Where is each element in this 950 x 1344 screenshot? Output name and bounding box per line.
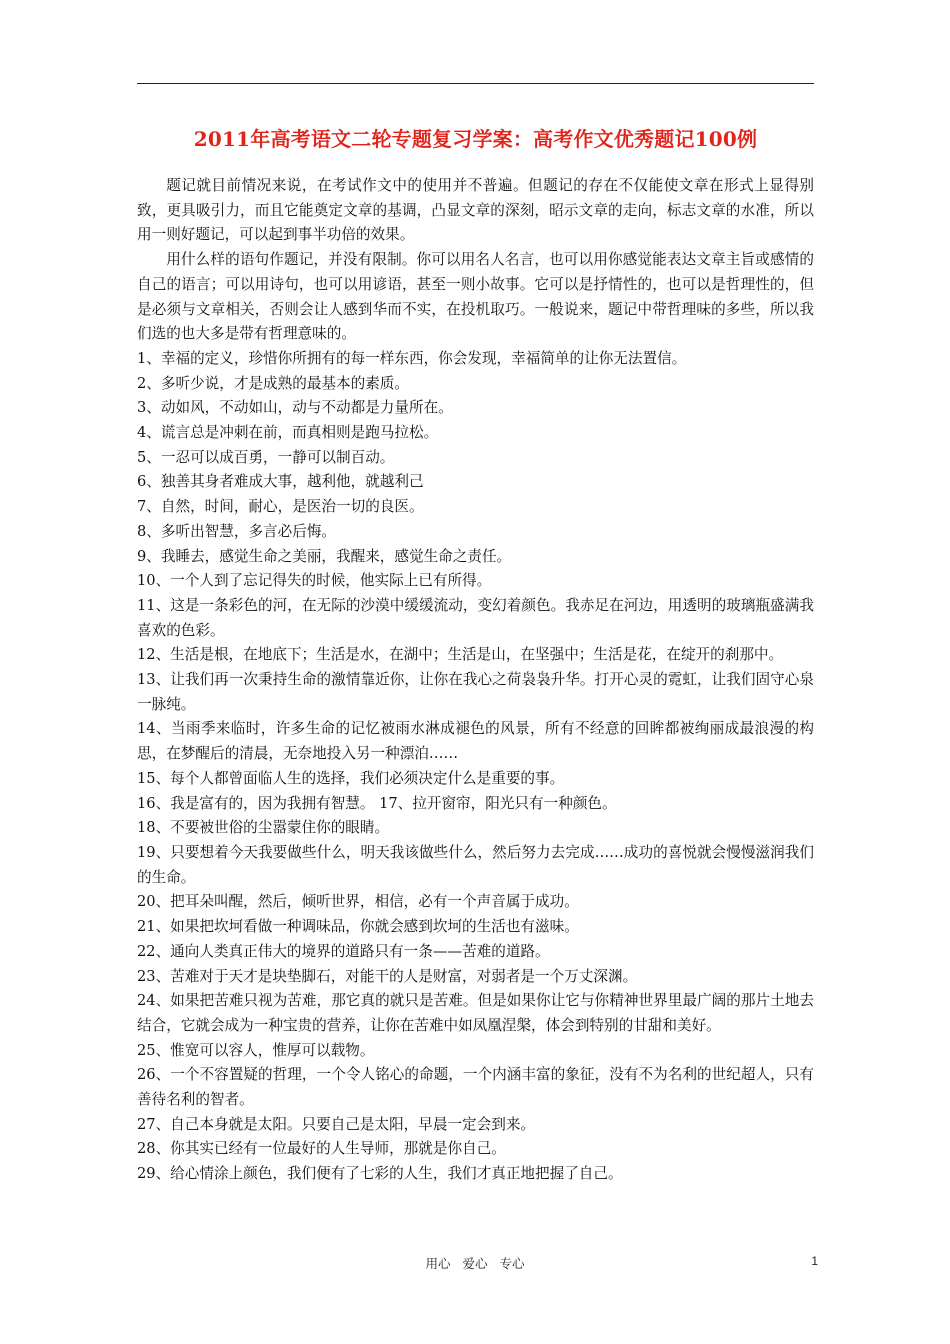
list-item: 22、通向人类真正伟大的境界的道路只有一条——苦难的道路。 xyxy=(137,942,550,960)
list-item: 15、每个人都曾面临人生的选择，我们必须决定什么是重要的事。 xyxy=(137,769,565,787)
list-item: 23、苦难对于天才是块垫脚石，对能干的人是财富，对弱者是一个万丈深渊。 xyxy=(137,967,638,985)
page-number: 1 xyxy=(811,1254,818,1268)
list-item: 10、一个人到了忘记得失的时候，他实际上已有所得。 xyxy=(137,572,492,590)
list-item: 20、把耳朵叫醒，然后，倾听世界，相信，必有一个声音属于成功。 xyxy=(137,893,579,911)
list-item: 18、不要被世俗的尘嚣蒙住你的眼睛。 xyxy=(137,819,390,837)
list-item: 11、这是一条彩色的河，在无际的沙漠中缓缓流动，变幻着颜色。我赤足在河边，用透明的玻璃瓶盛满我喜欢的色彩。 xyxy=(137,596,814,639)
list-item: 21、如果把坎坷看做一种调味品，你就会感到坎坷的生活也有滋味。 xyxy=(137,918,579,936)
page-footer xyxy=(0,1254,950,1274)
list-item: 26、一个不容置疑的哲理，一个令人铭心的命题，一个内涵丰富的象征，没有不为名利的世纪超人，只有善待名利的智者。 xyxy=(137,1066,814,1109)
list-item: 12、生活是根，在地底下；生活是水，在湖中；生活是山，在坚强中；生活是花，在绽开的刹那中。 xyxy=(137,646,784,664)
header-rule xyxy=(137,83,814,84)
list-item: 16、我是富有的，因为我拥有智慧。 17、拉开窗帘，阳光只有一种颜色。 xyxy=(137,794,617,812)
list-item: 13、让我们再一次秉持生命的激情靠近你，让你在我心之荷袅袅升华。打开心灵的霓虹，让我们固守心泉一脉纯。 xyxy=(137,671,814,713)
list-item: 14、当雨季来临时，许多生命的记忆被雨水淋成褪色的风景，所有不经意的回眸都被绚丽成最浪漫的构思，在梦醒后的清晨，无奈地投入另一种漂泊…… xyxy=(137,720,814,763)
list-item: 19、只要想着今天我要做些什么，明天我该做些什么，然后努力去完成……成功的喜悦就会慢慢滋润我们的生命。 xyxy=(137,843,814,886)
list-item: 7、自然，时间，耐心，是医治一切的良医。 xyxy=(137,498,424,516)
list-item: 24、如果把苦难只视为苦难，那它真的就只是苦难。但是如果你让它与你精神世界里最广阔的那片土地去结合，它就会成为一种宝贵的营养，让你在苦难中如凤凰涅槃，体会到特别的甘甜和美好。 xyxy=(137,992,814,1034)
list-item: 27、自己本身就是太阳。只要自己是太阳，早晨一定会到来。 xyxy=(137,1115,536,1133)
list-item: 29、给心情涂上颜色，我们便有了七彩的人生，我们才真正地把握了自己。 xyxy=(137,1165,623,1183)
list-item: 3、动如风，不动如山，动与不动都是力量所在。 xyxy=(137,399,453,417)
footer-motto: 用心 爱心 专心 xyxy=(425,1256,525,1271)
list-item: 1、幸福的定义，珍惜你所拥有的每一样东西，你会发现，幸福简单的让你无法置信。 xyxy=(137,349,687,367)
list-item: 5、一忍可以成百勇，一静可以制百动。 xyxy=(137,448,395,466)
document-title: 2011年高考语文二轮专题复习学案：高考作文优秀题记100例 xyxy=(193,127,758,151)
list-item: 6、独善其身者难成大事，越利他，就越利己 xyxy=(137,473,424,491)
list-item: 25、惟宽可以容人，惟厚可以载物。 xyxy=(137,1041,375,1059)
list-item: 28、你其实已经有一位最好的人生导师，那就是你自己。 xyxy=(137,1140,506,1158)
intro-paragraph: 题记就目前情况来说，在考试作文中的使用并不普遍。但题记的存在不仅能使文章在形式上显得别致，更具吸引力，而且它能奠定文章的基调，凸显文章的深刻，昭示文章的走向，标志文章的水准，所以用一则好题记，可以起到事半功倍的效果。 xyxy=(137,177,814,244)
intro-paragraph: 用什么样的语句作题记，并没有限制。你可以用名人名言，也可以用你感觉能表达文章主旨或感情的自己的语言；可以用诗句，也可以用谚语，甚至一则小故事。它可以是抒情性的，也可以是哲理性的，但是必须与文章相关，否则会让人感到华而不实，在投机取巧。一般说来，题记中带哲理味的多些，所以我们选的也大多是带有哲理意味的。 xyxy=(137,251,814,343)
document-body xyxy=(137,174,814,1187)
list-item: 2、多听少说，才是成熟的最基本的素质。 xyxy=(137,374,409,392)
list-item: 9、我睡去，感觉生命之美丽，我醒来，感觉生命之责任。 xyxy=(137,547,512,565)
list-item: 4、谎言总是冲刺在前，而真相则是跑马拉松。 xyxy=(137,424,439,442)
list-item: 8、多听出智慧，多言必后悔。 xyxy=(137,522,337,540)
